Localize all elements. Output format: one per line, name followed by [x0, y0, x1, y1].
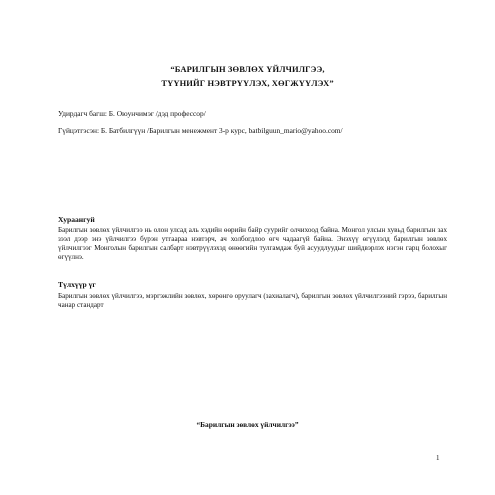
supervisor-line: Удирдагч багш: Б. Оюунчимэг /дэд профессор/ — [58, 109, 206, 118]
paper-title — [0, 62, 495, 90]
abstract-heading: Хураангуй — [58, 215, 95, 224]
keywords-heading: Түлхүүр үг — [58, 280, 96, 289]
keywords-text: Барилгын зөвлөх үйлчилгээ, мэргэжлийн зөвлөх, хөрөнгө оруулагч (захиалагч), барилгын зөвлөх үйлчилгээний гэрээ, барилгын чанар стандарт — [58, 292, 447, 309]
paper-title-line-2: ТҮҮНИЙГ НЭВТРҮҮЛЭХ, ХӨГЖҮҮЛЭХ” — [161, 78, 334, 88]
paper-title-line-1: “БАРИЛГЫН ЗӨВЛӨХ ҮЙЛЧИЛГЭЭ, — [170, 64, 325, 74]
running-title: “Барилгын зөвлөх үйлчилгээ” — [196, 420, 299, 429]
page-number: 1 — [436, 454, 440, 462]
abstract-text: Барилгын зөвлөх үйлчилгээ нь олон улсад аль хэдийн өөрийн байр суурийг олчихоод байна. Монгол улсын хувьд барилгын зах зээл дээр энэ үйлчилгээ бүрэн утгаараа нэвтэрч, ач холбогдлоо өгч чадаагүй байна. Энэхүү өгүүлэлд барилгын зөвлөх үйлчилгээг Монголын барилгын салбарт нэвтрүүлэхэд өнөөгийн тулгамдаж буй асуудлуудыг шийдвэрлэх нэгэн гарц болохыг өгүүлнэ. — [58, 226, 447, 261]
author-line: Гүйцэтгэсэн: Б. Батбилгүүн /Барилгын менежмент 3-р курс, batbilguun_mario@yahoo.com/ — [58, 126, 343, 135]
